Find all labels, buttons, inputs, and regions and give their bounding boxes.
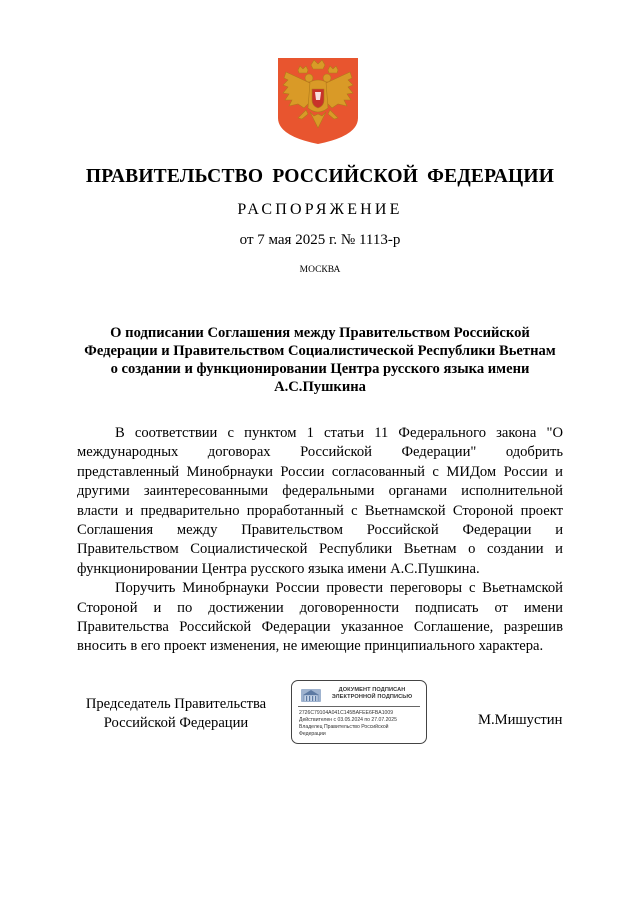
subject-line: О подписании Соглашения между Правительством Российской xyxy=(110,325,530,341)
signatory-position-line: Российской Федерации xyxy=(103,715,249,731)
stamp-divider xyxy=(298,706,420,707)
stamp-heading xyxy=(322,687,422,701)
signatory-name: М.Мишустин xyxy=(478,712,563,728)
stamp-certificate: 2726C79104A041C145BAFEE6FBA1009 xyxy=(299,710,394,716)
document-body xyxy=(77,424,563,657)
stamp-heading-line: ДОКУМЕНТ ПОДПИСАН xyxy=(338,687,406,693)
russian-coat-of-arms-icon xyxy=(276,56,360,146)
stamp-owner: Владелец Правительство Российской xyxy=(299,724,389,730)
document-type: РАСПОРЯЖЕНИЕ xyxy=(237,201,403,218)
subject-line: А.С.Пушкина xyxy=(274,379,366,395)
government-building-icon xyxy=(300,687,322,703)
electronic-signature-stamp xyxy=(291,680,427,744)
signatory-position xyxy=(76,695,276,733)
subject-line: Федерации и Правительством Социалистической Республики Вьетнам xyxy=(84,343,556,359)
issuer-title: ПРАВИТЕЛЬСТВО РОССИЙСКОЙ ФЕДЕРАЦИИ xyxy=(85,166,555,187)
stamp-details xyxy=(299,710,397,738)
stamp-heading-line: ЭЛЕКТРОННОЙ ПОДПИСЬЮ xyxy=(331,694,413,700)
stamp-validity: Действителен с 03.05.2024 по 27.07.2025 xyxy=(299,717,397,723)
document-subject xyxy=(60,324,580,396)
body-paragraph: В соответствии с пунктом 1 статьи 11 Федерального закона "О международных договорах Российской Федерации" одобрить представленный Минобрнауки России согласованный с МИДом России и другими заинтересованными федеральными органами исполнительной власти и предварительно проработанный с Вьетнамской Стороной проект Соглашения между Правительством Российской Федерации и Правительством Социалистической Республики Вьетнам о создании и функционировании Центра русского языка имени А.С.Пушкина. xyxy=(77,425,563,577)
body-paragraph: Поручить Минобрнауки России провести переговоры с Вьетнамской Стороной и по достижении договоренности подписать от имени Правительства Российской Федерации указанное Соглашение, разрешив вносить в его проект изменения, не имеющие принципиального характера. xyxy=(77,580,563,655)
signatory-position-line: Председатель Правительства xyxy=(85,696,267,712)
document-date-number: от 7 мая 2025 г. № 1113-р xyxy=(239,232,401,248)
document-city: МОСКВА xyxy=(299,265,341,275)
stamp-owner: Федерации xyxy=(299,731,326,737)
subject-line: о создании и функционировании Центра русского языка имени xyxy=(110,361,530,377)
